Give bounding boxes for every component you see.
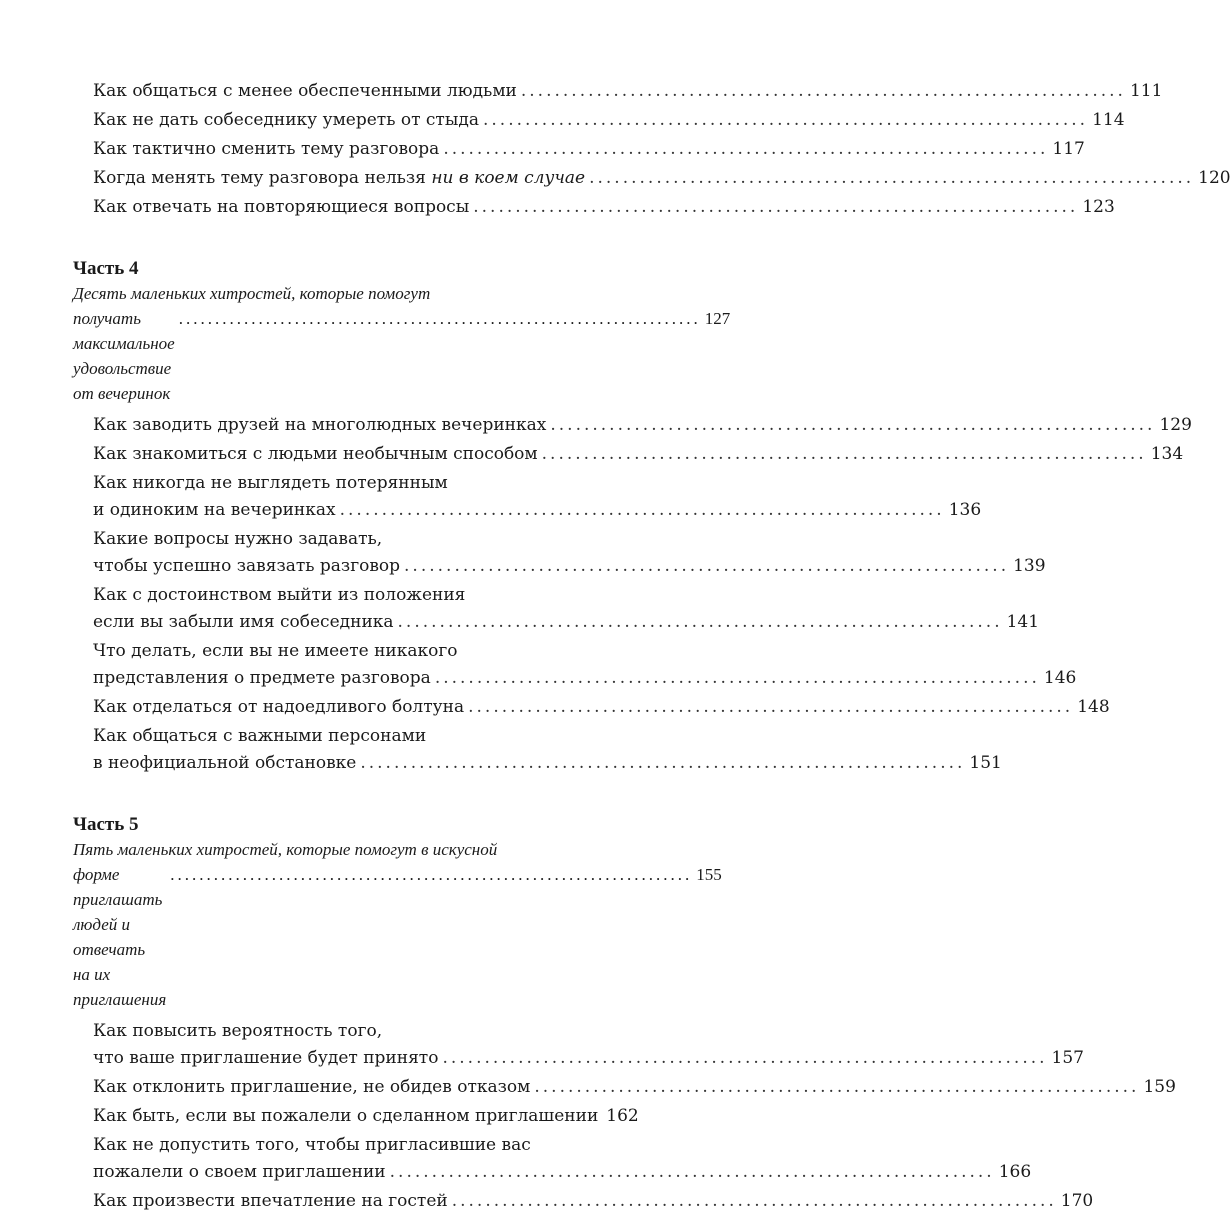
entry-title-line2: в неофициальной обстановке — [93, 753, 357, 773]
dot-leader: ........................................................................ — [468, 697, 1074, 717]
page-number: 159 — [1143, 1077, 1176, 1097]
entry-title: Как не дать собеседнику умереть от стыда — [93, 110, 479, 130]
entry-title-line2: что ваше приглашение будет принято — [93, 1048, 439, 1068]
entry-title: Как произвести впечатление на гостей — [93, 1191, 448, 1211]
entry-title: Как отклонить приглашение, не обидев отказом — [93, 1077, 531, 1097]
part-5-subtitle-line2: форме приглашать людей и отвечать на их приглашения — [73, 865, 167, 1009]
dot-leader: ........................................................................ — [389, 1162, 995, 1182]
page-number: 136 — [948, 500, 982, 520]
entry-title-line1: Как с достоинством выйти из положения — [93, 585, 466, 605]
toc-entry[interactable] — [73, 412, 1192, 439]
entry-emphasis: ни в коем случае — [431, 168, 586, 188]
dot-leader: ........................................................................ — [520, 81, 1126, 101]
page-number: 151 — [969, 753, 1002, 773]
dot-leader: ........................................................................ — [397, 612, 1003, 632]
entry-title: Как отделаться от надоедливого болтуна — [93, 697, 465, 717]
toc-entry[interactable] — [73, 1103, 639, 1130]
toc-entry[interactable] — [73, 194, 1115, 221]
entry-title-line1: Как никогда не выглядеть потерянным — [93, 473, 448, 493]
part-4-subtitle-line1: Десять маленьких хитростей, которые помогут — [73, 284, 431, 303]
page-number: 129 — [1159, 415, 1192, 435]
table-of-contents — [73, 78, 1231, 1215]
toc-entry[interactable] — [73, 723, 1002, 777]
part-4-subtitle[interactable] — [73, 281, 731, 406]
entry-title-line1: Как не допустить того, чтобы пригласившие вас — [93, 1135, 531, 1155]
page-number: 120 — [1198, 168, 1231, 188]
part-5-subtitle[interactable] — [73, 837, 722, 1012]
entry-title-line2: пожалели о своем приглашении — [93, 1162, 386, 1182]
page-number: 127 — [704, 309, 731, 328]
part-4-entries — [73, 412, 1192, 777]
dot-leader: ........................................................................ — [589, 168, 1195, 188]
entry-title-line1: Какие вопросы нужно задавать, — [93, 529, 383, 549]
dot-leader: ........................................................................ — [339, 500, 945, 520]
entry-title-line2: чтобы успешно завязать разговор — [93, 556, 401, 576]
page-number: 139 — [1013, 556, 1046, 576]
toc-entry[interactable] — [73, 78, 1163, 105]
dot-leader: ........................................................................ — [451, 1191, 1057, 1211]
page-number: 155 — [696, 865, 722, 884]
page-number: 146 — [1043, 668, 1077, 688]
page-number: 134 — [1150, 444, 1184, 464]
entry-title-line2: если вы забыли имя собеседника — [93, 612, 394, 632]
part-4-subtitle-line2: получать максимальное удовольствие от вечеринок — [73, 309, 175, 403]
toc-entry[interactable] — [73, 136, 1085, 163]
dot-leader: ........................................................................ — [541, 444, 1147, 464]
toc-entry[interactable] — [73, 1074, 1176, 1101]
page-number: 123 — [1082, 197, 1115, 217]
page-number: 162 — [606, 1106, 639, 1126]
part-4-section — [73, 256, 1192, 777]
toc-entry[interactable] — [73, 107, 1125, 134]
toc-entry[interactable] — [73, 165, 1231, 192]
toc-entry[interactable] — [73, 638, 1077, 692]
page-number: 170 — [1060, 1191, 1094, 1211]
part-5-title[interactable]: Часть 5 — [73, 814, 139, 835]
intro-entries — [73, 78, 1231, 221]
entry-title: Как отвечать на повторяющиеся вопросы — [93, 197, 470, 217]
dot-leader: ........................................................................ — [550, 415, 1156, 435]
page-number: 114 — [1092, 110, 1125, 130]
part-5-entries — [73, 1018, 1176, 1215]
page-number: 166 — [998, 1162, 1032, 1182]
dot-leader: ........................................................................ — [534, 1077, 1140, 1097]
page-number: 157 — [1051, 1048, 1084, 1068]
entry-title: Как знакомиться с людьми необычным способом — [93, 444, 538, 464]
part-4-title[interactable]: Часть 4 — [73, 258, 139, 279]
entry-title: Как быть, если вы пожалели о сделанном приглашении — [93, 1106, 599, 1126]
page-number: 117 — [1052, 139, 1085, 159]
entry-title: Как тактично сменить тему разговора — [93, 139, 440, 159]
dot-leader: ........................................................................ — [170, 865, 693, 884]
part-5-subtitle-line1: Пять маленьких хитростей, которые помогут в искусной — [73, 840, 498, 859]
part-5-section — [73, 812, 1176, 1215]
toc-entry[interactable] — [73, 526, 1046, 580]
toc-entry[interactable] — [73, 1188, 1094, 1215]
entry-title-line2: представления о предмете разговора — [93, 668, 431, 688]
dot-leader: ........................................................................ — [443, 139, 1049, 159]
entry-title: Как общаться с менее обеспеченными людьми — [93, 81, 517, 101]
page-number: 148 — [1077, 697, 1110, 717]
toc-entry[interactable] — [73, 1132, 1032, 1186]
entry-title: Как заводить друзей на многолюдных вечеринках — [93, 415, 547, 435]
dot-leader: ........................................................................ — [482, 110, 1089, 130]
dot-leader: ........................................................................ — [404, 556, 1010, 576]
entry-title-line1: Как общаться с важными персонами — [93, 726, 427, 746]
toc-entry[interactable] — [73, 441, 1184, 468]
dot-leader: ........................................................................ — [442, 1048, 1048, 1068]
entry-title: Когда менять тему разговора нельзя — [93, 168, 426, 188]
toc-entry[interactable] — [73, 694, 1110, 721]
toc-entry[interactable] — [73, 1018, 1084, 1072]
page-number: 111 — [1129, 81, 1163, 101]
dot-leader: ........................................................................ — [473, 197, 1079, 217]
toc-entry[interactable] — [73, 582, 1040, 636]
entry-title-line1: Как повысить вероятность того, — [93, 1021, 383, 1041]
page-number: 141 — [1006, 612, 1040, 632]
dot-leader: ........................................................................ — [178, 309, 701, 328]
dot-leader: ........................................................................ — [434, 668, 1040, 688]
dot-leader: ........................................................................ — [360, 753, 966, 773]
entry-title-line1: Что делать, если вы не имеете никакого — [93, 641, 458, 661]
toc-entry[interactable] — [73, 470, 982, 524]
entry-title-line2: и одиноким на вечеринках — [93, 500, 336, 520]
